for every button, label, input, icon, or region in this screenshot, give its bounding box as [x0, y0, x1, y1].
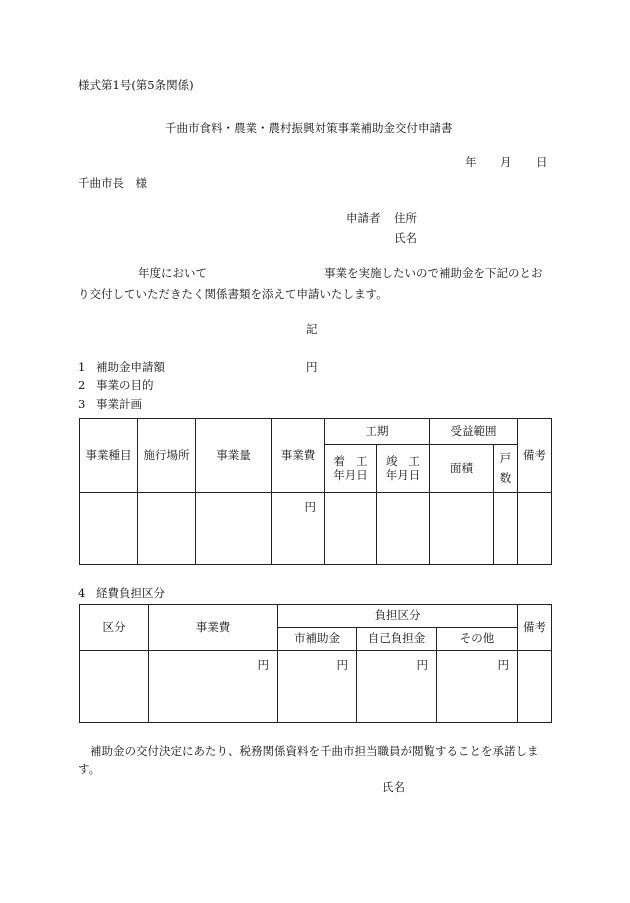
cost-cell-self-burden[interactable]: 円	[357, 651, 437, 723]
plan-end-ymd: 年月日	[385, 467, 421, 482]
form-title: 千曲市食料・農業・農村振興対策事業補助金交付申請書	[165, 121, 453, 135]
plan-end-char1: 竣	[386, 453, 398, 468]
plan-cell-type[interactable]	[80, 493, 138, 565]
item1-unit: 円	[306, 360, 318, 374]
plan-start-char2: 工	[355, 453, 368, 468]
item2-label: 事業の目的	[96, 378, 154, 392]
item4-number: 4	[78, 586, 86, 600]
cost-header-city-subsidy: 市補助金	[278, 628, 357, 651]
cost-header-other: その他	[437, 628, 518, 651]
cost-cell-other[interactable]: 円	[437, 651, 518, 723]
plan-cell-volume[interactable]	[196, 493, 272, 565]
cost-cell-category[interactable]	[80, 651, 149, 723]
consent-text: 補助金の交付決定にあたり、税務関係資料を千曲市担当職員が閲覧することを承諾しま	[90, 744, 539, 758]
cost-table	[79, 604, 552, 723]
cost-header-burden: 負担区分	[278, 605, 518, 628]
item1-number: 1	[78, 360, 86, 374]
consent-text-2: す。	[78, 762, 101, 776]
plan-header-end	[377, 445, 430, 493]
plan-cell-cost[interactable]: 円	[272, 493, 325, 565]
plan-header-area: 面積	[430, 445, 494, 493]
addressee: 千曲市長 様	[78, 176, 147, 190]
cost-header-remarks: 備考	[518, 605, 552, 651]
plan-header-period: 工期	[325, 419, 430, 445]
item2-number: 2	[78, 378, 86, 392]
item3-number: 3	[78, 397, 86, 411]
plan-cell-end[interactable]	[377, 493, 430, 565]
plan-table	[79, 418, 552, 565]
plan-cell-remarks[interactable]	[518, 493, 552, 565]
applicant-name-label: 氏名	[394, 231, 417, 245]
plan-households-char2: 数	[499, 470, 512, 485]
body-request-text: 事業を実施したいので補助金を下記のとお	[324, 266, 543, 280]
date-day-label: 日	[536, 155, 548, 169]
plan-cell-area[interactable]	[430, 493, 494, 565]
plan-header-benefit: 受益範囲	[430, 419, 518, 445]
plan-cell-start[interactable]	[325, 493, 377, 565]
item4-label: 経費負担区分	[96, 586, 165, 600]
plan-header-volume: 事業量	[196, 419, 272, 493]
cost-header-category: 区分	[80, 605, 149, 651]
plan-header-remarks: 備考	[518, 419, 552, 493]
item1-label: 補助金申請額	[96, 360, 165, 374]
body-fiscal-year: 年度において	[138, 266, 207, 280]
plan-header-start	[325, 445, 377, 493]
plan-header-type: 事業種目	[80, 419, 138, 493]
plan-start-char1: 着	[333, 453, 346, 468]
cost-header-self-burden: 自己負担金	[357, 628, 437, 651]
cost-cell-city-subsidy[interactable]: 円	[278, 651, 357, 723]
body-request-text-2: り交付していただきたく関係書類を添えて申請いたします。	[78, 287, 388, 301]
item3-label: 事業計画	[96, 397, 142, 411]
plan-households-char1: 戸	[499, 450, 512, 465]
plan-cell-households[interactable]	[494, 493, 518, 565]
date-year-label: 年	[465, 155, 477, 169]
form-number: 様式第1号(第5条関係)	[78, 78, 194, 92]
plan-header-place: 施行場所	[138, 419, 196, 493]
plan-header-households	[494, 445, 518, 493]
plan-start-ymd: 年月日	[333, 467, 368, 482]
ki-heading: 記	[306, 322, 318, 336]
cost-cell-cost[interactable]: 円	[149, 651, 278, 723]
plan-cell-place[interactable]	[138, 493, 196, 565]
cost-header-cost: 事業費	[149, 605, 278, 651]
cost-cell-remarks[interactable]	[518, 651, 552, 723]
date-month-label: 月	[500, 155, 512, 169]
consent-name-label: 氏名	[382, 780, 405, 794]
plan-header-cost: 事業費	[272, 419, 325, 493]
plan-end-char2: 工	[408, 453, 420, 468]
applicant-address-label: 住所	[394, 211, 417, 225]
applicant-label: 申請者	[346, 211, 381, 225]
